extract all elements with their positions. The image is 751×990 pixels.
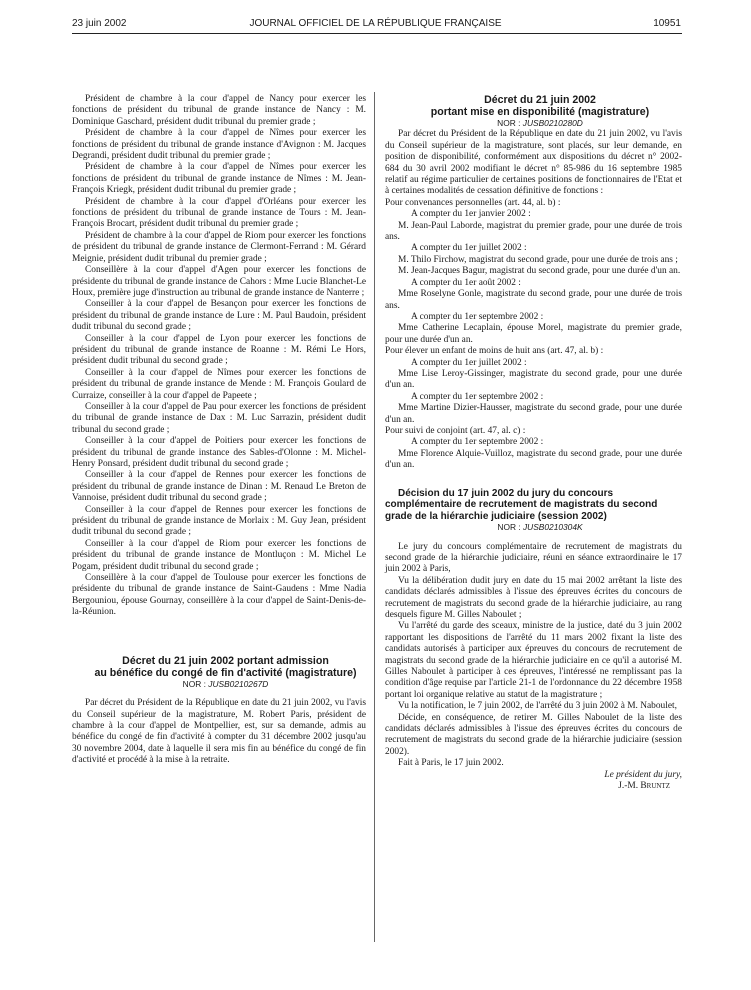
appointment-paragraph: Président de chambre à la cour d'appel de Nancy pour exercer les fonctions de président du tribunal de grande instance de Nancy : M. Dominique Gaschard, président dudit tribunal du premier grade ;	[72, 94, 366, 127]
availability-list	[385, 198, 682, 472]
availability-item: Pour élever un enfant de moins de huit ans (art. 47, al. b) :	[385, 346, 604, 357]
availability-item: M. Jean-Paul Laborde, magistrat du premier grade, pour une durée de trois ans.	[385, 220, 682, 243]
availability-item: Pour convenances personnelles (art. 44, al. b) :	[385, 197, 561, 208]
appointment-paragraph: Conseillère à la cour d'appel de Toulouse pour exercer les fonctions de présidente du tribunal de grande instance de Saint-Gaudens : Mme Nadia Bergouniou, épouse Gournay, conseillère à la cour d'appel de Saint-Denis-de-la-Réunion.	[72, 573, 366, 618]
signature-name: J.-M. Bruntz	[618, 781, 670, 792]
availability-item: A compter du 1er juillet 2002 :	[411, 243, 527, 254]
availability-item: M. Jean-Jacques Bagur, magistrat du second grade, pour une durée d'un an.	[398, 266, 681, 277]
decree-retirement-title-2: au bénéfice du congé de fin d'activité (magistrature)	[94, 666, 357, 679]
decision-body	[385, 542, 682, 770]
nor-label: NOR :	[497, 118, 523, 128]
decree-availability-title-1: Décret du 21 juin 2002	[484, 94, 596, 106]
appointment-paragraph: Conseiller à la cour d'appel de Riom pour exercer les fonctions de président du tribunal de grande instance de Montluçon : M. Michel Le Pogam, président dudit tribunal du second grade ;	[72, 538, 366, 572]
right-column	[385, 94, 682, 792]
header-rule	[72, 33, 682, 34]
appointment-paragraph: Conseiller à la cour d'appel de Lyon pour exercer les fonctions de président du tribunal de grande instance de Roanne : M. Rémi Le Hors, président dudit tribunal du second grade ;	[72, 333, 366, 367]
column-divider	[374, 92, 375, 942]
decision-title: Décision du 17 juin 2002 du jury du concours complémentaire de recrutement de magistrats du second grade de la hiérarchie judiciaire (session 2002)	[385, 487, 658, 522]
appointment-paragraph: Président de chambre à la cour d'appel de Nîmes pour exercer les fonctions de président du tribunal de grande instance d'Avignon : M. Jacques Degrandi, président dudit tribunal du premier grade ;	[72, 128, 366, 162]
decree-retirement-nor	[72, 679, 366, 690]
journal-title: JOURNAL OFFICIEL DE LA RÉPUBLIQUE FRANÇAISE	[249, 18, 502, 29]
decision-paragraph: Vu l'arrêté du garde des sceaux, ministre de la justice, daté du 3 juin 2002 rapportant les dispositions de l'arrêté du 11 mars 2002 fixant la liste des candidats autorisés à participer aux épreuves du concours de recrutement de magistrats du second grade de la hiérarchie judiciaire en ce qu'il a autorisé M. Gilles Naboulet à participer à ces épreuves, l'intéressé ne remplissant pas la condition d'âge requise par l'article 21-1 de l'ordonnance du 22 décembre 1958 portant loi organique relative au statut de la magistrature ;	[385, 621, 682, 700]
availability-item: Pour suivi de conjoint (art. 47, al. c) :	[385, 425, 526, 436]
left-column	[72, 94, 366, 767]
decision-paragraph: Le jury du concours complémentaire de recrutement de magistrats du second grade de la hiérarchie judiciaire, réuni en séance extraordinaire le 17 juin 2002 à Paris,	[385, 541, 682, 575]
availability-item: A compter du 1er janvier 2002 :	[411, 209, 531, 220]
decree-retirement-title-1: Décret du 21 juin 2002 portant admission	[122, 654, 329, 667]
decree-availability-intro: Par décret du Président de la République en date du 21 juin 2002, vu l'avis du Conseil supérieur de la magistrature, sont placés, sur leur demande, en position de disponibilité, conformément aux dispositions du décret n° 2002-684 du 30 avril 2002 modifiant le décret n° 85-986 du 16 septembre 1985 relatif au régime particulier de certaines positions de fonctionnaires de l'Etat et à certaines modalités de cessation définitive de fonctions :	[385, 129, 682, 197]
availability-item: A compter du 1er septembre 2002 :	[411, 311, 544, 322]
availability-item: Mme Catherine Lecaplain, épouse Morel, magistrate du premier grade, pour une durée d'un an.	[385, 323, 682, 345]
decision-paragraph: Vu la délibération dudit jury en date du 15 mai 2002 arrêtant la liste des candidats déclarés admissibles à l'issue des épreuves écrites du concours de recrutement de magistrats du second grade de la hiérarchie judiciaire, au rang desquels figure M. Gilles Naboulet ;	[385, 575, 682, 620]
appointment-paragraph: Président de chambre à la cour d'appel d'Orléans pour exercer les fonctions de président du tribunal de grande instance de Tours : M. Jean-François Brocart, président dudit tribunal du premier grade ;	[72, 196, 366, 230]
decree-availability-nor	[385, 118, 682, 129]
appointment-paragraph: Conseiller à la cour d'appel de Besançon pour exercer les fonctions de président du tribunal de grande instance de Lure : M. Paul Baudoin, président dudit tribunal du second grade ;	[72, 299, 366, 333]
signature-role: Le président du jury,	[604, 769, 682, 780]
appointment-paragraph: Président de chambre à la cour d'appel de Nîmes pour exercer les fonctions de président du tribunal de grande instance de Nîmes : M. Jean-François Kriegk, président dudit tribunal du premier grade ;	[72, 162, 366, 196]
availability-item: Mme Martine Dizier-Hausser, magistrate du second grade, pour une durée d'un an.	[385, 403, 682, 425]
availability-item: A compter du 1er juillet 2002 :	[411, 357, 527, 368]
availability-item: A compter du 1er septembre 2002 :	[411, 391, 544, 402]
decision-paragraph: Fait à Paris, le 17 juin 2002.	[398, 758, 504, 769]
header-date: 23 juin 2002	[72, 18, 127, 29]
nor-code: JUSB0210280D	[522, 118, 583, 128]
appointment-paragraph: Conseiller à la cour d'appel de Rennes pour exercer les fonctions de président du tribunal de grande instance de Dinan : M. Renaud Le Breton de Vannoise, président dudit tribunal du second grade ;	[72, 470, 366, 504]
appointment-paragraph: Conseiller à la cour d'appel de Poitiers pour exercer les fonctions de président du tribunal de grande instance des Sables-d'Olonne : M. Michel-Henry Ponsard, président dudit tribunal du second grade ;	[72, 436, 366, 469]
decree-availability-title-2: portant mise en disponibilité (magistrature)	[430, 106, 650, 118]
availability-item: A compter du 1er septembre 2002 :	[411, 437, 544, 448]
page-number: 10951	[653, 18, 681, 29]
decree-retirement-body: Par décret du Président de la République en date du 21 juin 2002, vu l'avis du Conseil supérieur de la magistrature, M. Robert Paris, président de chambre à la cour d'appel de Montpellier, est, sur sa demande, admis au bénéfice du congé de fin d'activité à compter du 31 décembre 2002 jusqu'au 30 novembre 2004, date à laquelle il sera mis fin au bénéfice du congé de fin d'activité et procédé à la mise à la retraite.	[72, 698, 366, 766]
decision-paragraph: Décide, en conséquence, de retirer M. Gilles Naboulet de la liste des candidats déclarés admissibles à l'issue des épreuves écrites du concours de recrutement de magistrats du second grade de la hiérarchie judiciaire (session 2002).	[385, 712, 682, 757]
decision-paragraph: Vu la notification, le 7 juin 2002, de l'arrêté du 3 juin 2002 à M. Naboulet,	[398, 701, 677, 712]
nor-label: NOR :	[497, 522, 523, 533]
appointment-paragraph: Conseiller à la cour d'appel de Pau pour exercer les fonctions de président du tribunal de grande instance de Dax : M. Luc Sarrazin, président dudit tribunal du second grade ;	[72, 401, 366, 435]
availability-item: Mme Lise Leroy-Gissinger, magistrate du second grade, pour une durée d'un an.	[385, 368, 682, 391]
page-header	[0, 14, 751, 34]
decision-nor	[385, 522, 682, 533]
availability-item: A compter du 1er août 2002 :	[411, 277, 521, 288]
availability-item: Mme Roselyne Gonle, magistrate du second grade, pour une durée de trois ans.	[385, 289, 682, 311]
appointment-paragraph: Conseiller à la cour d'appel de Rennes pour exercer les fonctions de président du tribunal de grande instance de Morlaix : M. Guy Jean, président dudit tribunal du second grade ;	[72, 504, 366, 538]
appointment-paragraph: Conseillère à la cour d'appel d'Agen pour exercer les fonctions de présidente du tribunal de grande instance de Cahors : Mme Lucie Blanchet-Le Houx, première juge d'instruction au tribunal de grande instance de Nanterre ;	[72, 265, 366, 298]
appointment-paragraph: Conseiller à la cour d'appel de Nîmes pour exercer les fonctions de président du tribunal de grande instance de Mende : M. François Goulard de Curraize, conseiller à la cour d'appel de Papeete ;	[72, 367, 366, 401]
nor-label: NOR :	[182, 678, 209, 689]
nor-code: JUSB0210304K	[522, 522, 583, 533]
availability-item: Mme Florence Alquie-Vuilloz, magistrate du second grade, pour une durée d'un an.	[385, 448, 682, 471]
availability-item: M. Thilo Firchow, magistrat du second grade, pour une durée de trois ans ;	[398, 254, 678, 265]
appointment-paragraph: Président de chambre à la cour d'appel de Riom pour exercer les fonctions de président du tribunal de grande instance de Clermont-Ferrand : M. Gérard Meignie, président dudit tribunal du premier grade ;	[72, 230, 366, 264]
appointment-list	[72, 94, 366, 619]
nor-code: JUSB0210267D	[208, 678, 269, 689]
